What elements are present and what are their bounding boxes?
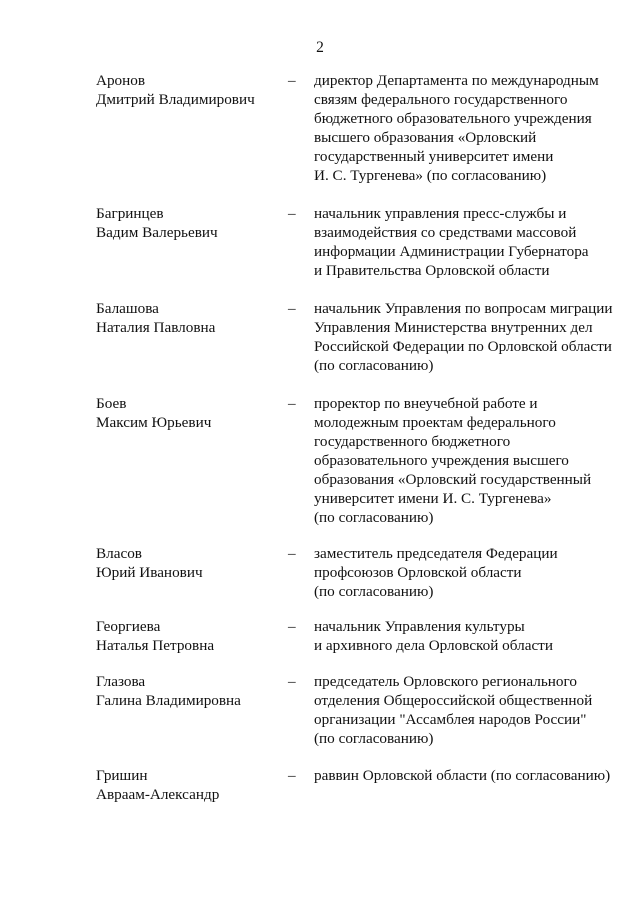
position-line: (по согласованию) (314, 357, 434, 374)
position-line: Российской Федерации по Орловской области (314, 338, 612, 355)
position-line: проректор по внеучебной работе и (314, 395, 538, 412)
member-entry (96, 766, 626, 804)
member-name (96, 544, 288, 582)
member-name (96, 766, 288, 804)
member-surname: Аронов (96, 72, 146, 89)
position-line: взаимодействия со средствами массовой (314, 224, 577, 241)
member-name (96, 617, 288, 655)
position-line: образовательного учреждения высшего (314, 452, 569, 469)
position-line: начальник Управления культуры (314, 618, 525, 635)
dash-separator: – (288, 205, 296, 222)
member-surname: Власов (96, 545, 142, 562)
member-position (314, 71, 626, 185)
member-surname: Гришин (96, 767, 148, 784)
member-position (314, 544, 626, 601)
dash-separator: – (288, 618, 296, 635)
position-line: Управления Министерства внутренних дел (314, 319, 593, 336)
member-entry (96, 204, 626, 280)
position-line: (по согласованию) (314, 730, 434, 747)
member-given-names: Юрий Иванович (96, 564, 203, 581)
dash-separator: – (288, 545, 296, 562)
position-line: И. С. Тургенева» (по согласованию) (314, 167, 547, 184)
member-entry (96, 299, 626, 375)
position-line: начальник Управления по вопросам миграции (314, 300, 613, 317)
position-line: и архивного дела Орловской области (314, 637, 553, 654)
member-surname: Боев (96, 395, 127, 412)
position-line: бюджетного образовательного учреждения (314, 110, 592, 127)
member-surname: Балашова (96, 300, 159, 317)
position-line: информации Администрации Губернатора (314, 243, 589, 260)
member-list (96, 71, 626, 804)
position-line: государственного бюджетного (314, 433, 511, 450)
member-surname: Георгиева (96, 618, 161, 635)
member-name (96, 672, 288, 710)
member-given-names: Максим Юрьевич (96, 414, 212, 431)
dash-separator: – (288, 767, 296, 784)
position-line: раввин Орловской области (по согласованию) (314, 767, 611, 784)
position-line: (по согласованию) (314, 509, 434, 526)
member-position (314, 204, 626, 280)
member-position (314, 672, 626, 748)
position-line: высшего образования «Орловский (314, 129, 537, 146)
position-line: начальник управления пресс-службы и (314, 205, 567, 222)
dash-separator: – (288, 300, 296, 317)
member-surname: Глазова (96, 673, 146, 690)
position-line: государственный университет имени (314, 148, 554, 165)
member-position (314, 394, 626, 527)
member-position (314, 617, 626, 655)
member-entry (96, 394, 626, 527)
position-line: отделения Общероссийской общественной (314, 692, 593, 709)
member-given-names: Дмитрий Владимирович (96, 91, 255, 108)
member-given-names: Наталья Петровна (96, 637, 215, 654)
position-line: профсоюзов Орловской области (314, 564, 522, 581)
member-entry (96, 544, 626, 601)
dash-separator: – (288, 673, 296, 690)
member-name (96, 299, 288, 337)
position-line: организации "Ассамблея народов России" (314, 711, 587, 728)
position-line: образования «Орловский государственный (314, 471, 592, 488)
member-entry (96, 71, 626, 185)
position-line: председатель Орловского регионального (314, 673, 577, 690)
member-name (96, 204, 288, 242)
dash-separator: – (288, 72, 296, 89)
dash-separator: – (288, 395, 296, 412)
position-line: связям федерального государственного (314, 91, 568, 108)
member-given-names: Галина Владимировна (96, 692, 241, 709)
page-number: 2 (316, 39, 324, 56)
member-given-names: Наталия Павловна (96, 319, 216, 336)
position-line: молодежным проектам федерального (314, 414, 556, 431)
member-name (96, 71, 288, 109)
member-entry (96, 617, 626, 655)
member-entry (96, 672, 626, 748)
position-line: заместитель председателя Федерации (314, 545, 558, 562)
member-name (96, 394, 288, 432)
member-position (314, 766, 626, 785)
position-line: директор Департамента по международным (314, 72, 599, 89)
member-given-names: Авраам-Александр (96, 786, 220, 803)
position-line: (по согласованию) (314, 583, 434, 600)
position-line: и Правительства Орловской области (314, 262, 550, 279)
member-surname: Багринцев (96, 205, 164, 222)
position-line: университет имени И. С. Тургенева» (314, 490, 552, 507)
member-position (314, 299, 626, 375)
member-given-names: Вадим Валерьевич (96, 224, 218, 241)
